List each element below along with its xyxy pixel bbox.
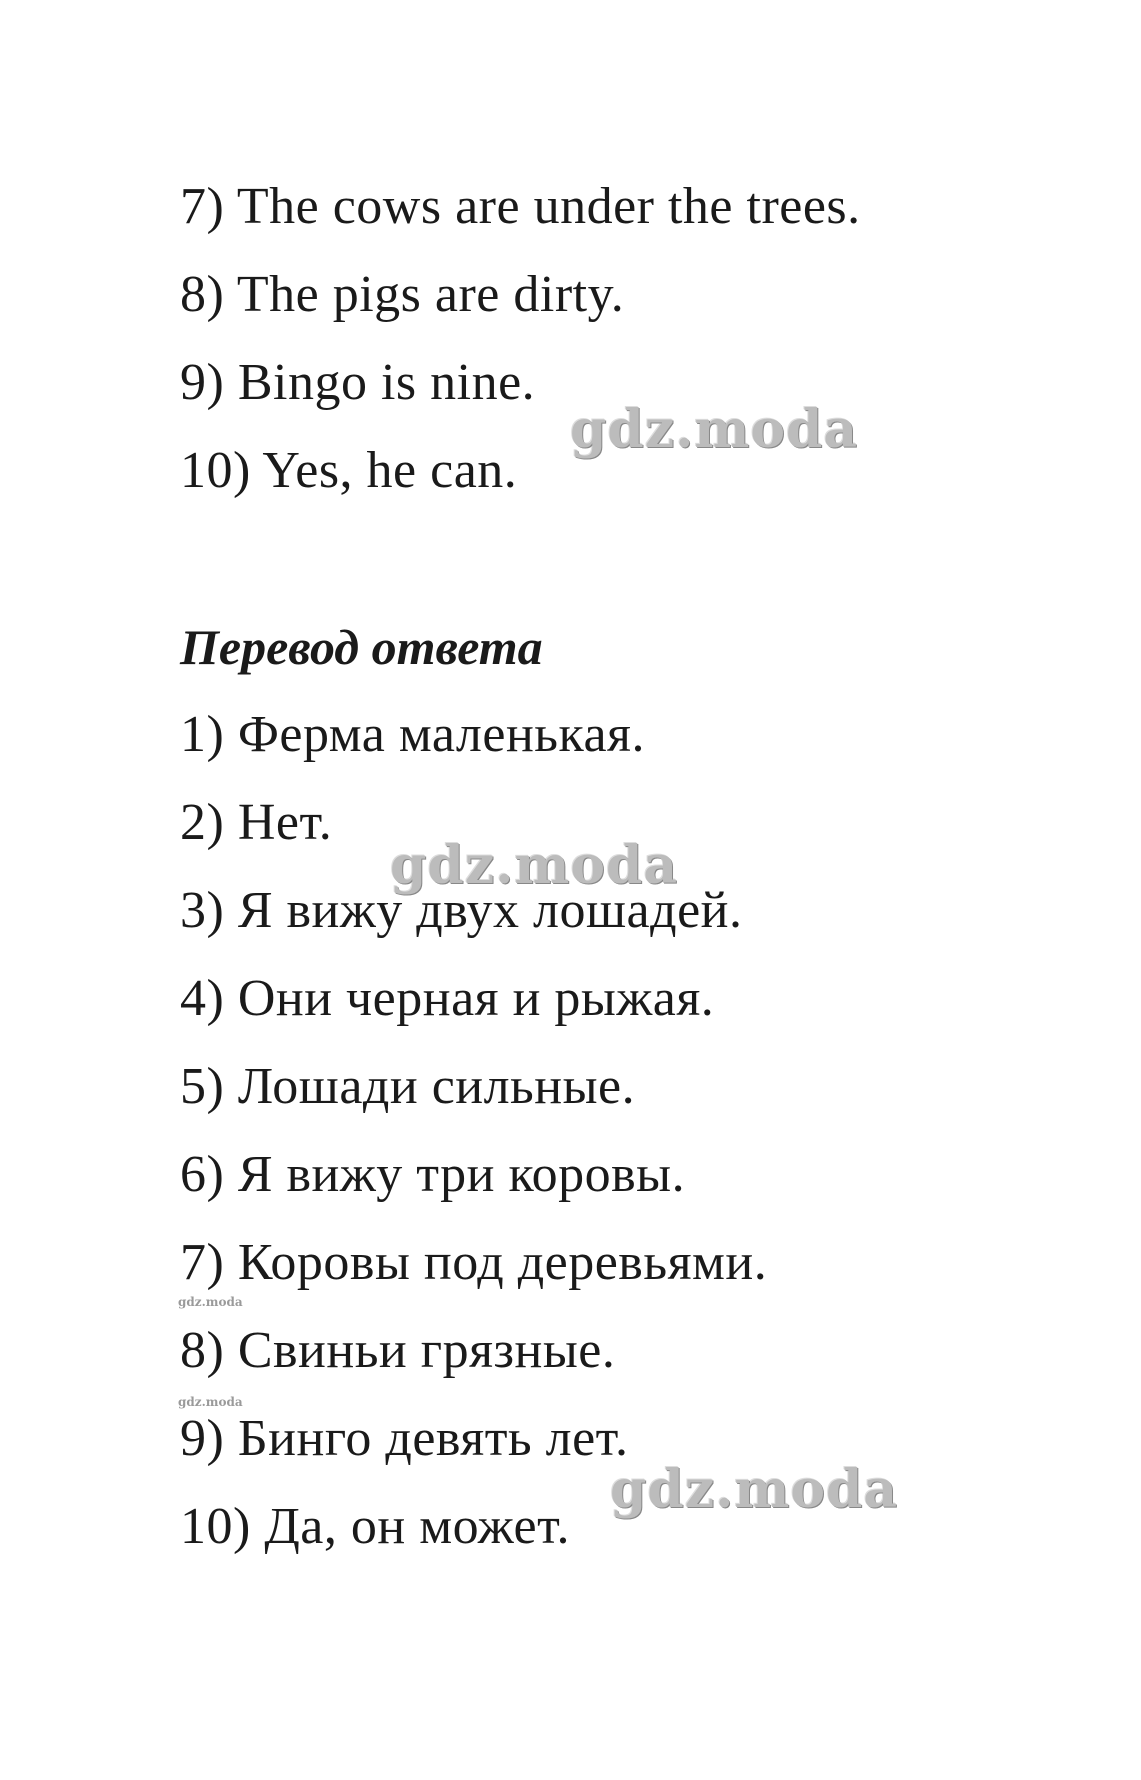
translation-line-4: 4) Они черная и рыжая.: [180, 970, 715, 1027]
watermark-small: gdz.moda: [178, 1295, 243, 1309]
translation-line-1: 1) Ферма маленькая.: [180, 706, 645, 763]
translation-line-9: 9) Бинго девять лет.: [180, 1410, 629, 1467]
translation-line-6: 6) Я вижу три коровы.: [180, 1146, 686, 1203]
watermark-logo: gdz.moda: [390, 835, 679, 896]
watermark-logo: gdz.moda: [570, 399, 859, 460]
translation-line-8: 8) Свиньи грязные.: [180, 1322, 616, 1379]
translation-line-10: 10) Да, он может.: [180, 1498, 570, 1555]
translation-heading: Перевод ответа: [180, 619, 543, 675]
translation-line-5: 5) Лошади сильные.: [180, 1058, 636, 1115]
translation-line-2: 2) Нет.: [180, 794, 333, 851]
translation-line-3: 3) Я вижу двух лошадей.: [180, 882, 743, 939]
watermark-logo: gdz.moda: [610, 1459, 899, 1520]
answer-line-7: 7) The cows are under the trees.: [180, 178, 861, 235]
watermark-small: gdz.moda: [178, 1395, 243, 1409]
answer-line-8: 8) The pigs are dirty.: [180, 266, 625, 323]
translation-line-7: 7) Коровы под деревьями.: [180, 1234, 768, 1291]
answer-line-10: 10) Yes, he can.: [180, 442, 518, 499]
answer-line-9: 9) Bingo is nine.: [180, 354, 536, 411]
